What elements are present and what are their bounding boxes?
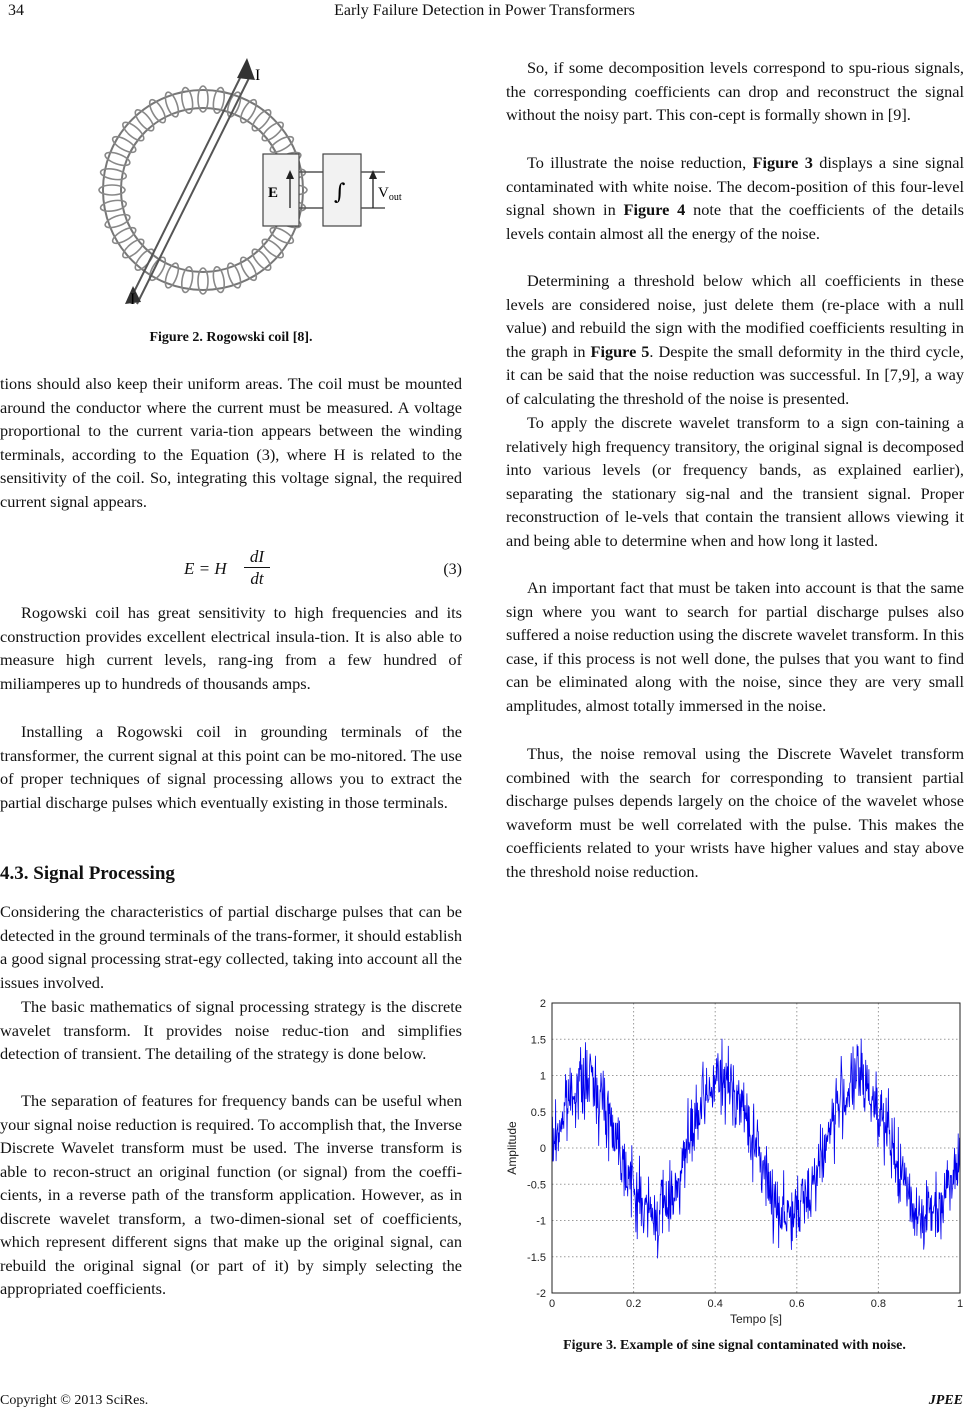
- equation-number: (3): [443, 561, 462, 578]
- left-paragraph-6: The separation of features for frequency bands can be useful when your signal noise reduction is required. To accomplish that, the Inverse Discrete Wavelet transform must be used. The inverse transform is able to recon-struct an original function (or signal) from the coeffi-cients, in a reverse path of the transform application. However, as in discrete wavelet transform, a two-dimen-sional set of coefficients, which represent different signs that make up the original signal, can rebuild the original signal (or part of it) by simply selecting the appropriated coefficients.: [0, 1091, 462, 1298]
- figure-3-reference: Figure 3: [752, 153, 813, 172]
- left-paragraph-5: The basic mathematics of signal processing strategy is the discrete wavelet transform. It provides noise reduc-tion and simplifies detection of transient. The detailing of the strategy is done below.: [0, 997, 462, 1063]
- y-tick-label: 0.5: [530, 1106, 546, 1119]
- y-tick-label: 2: [539, 998, 546, 1010]
- figure-5-reference: Figure 5: [590, 341, 650, 361]
- chart-ticks: [527, 998, 963, 1310]
- left-paragraph-1: tions should also keep their uniform areas. The coil must be mounted around the conductor where the current must be measured. A voltage proportional to the current varia-tion appears between the winding terminals, according to the Equation (3), where H is related to the sensitivity of the coil. So, integrating this voltage signal, the required current signal appears.: [0, 374, 462, 511]
- emf-label: E: [268, 185, 279, 201]
- x-tick-label: 0.8: [870, 1298, 887, 1310]
- coil-winding-loop: [249, 247, 273, 273]
- arrow-up-icon: [237, 58, 255, 80]
- x-tick-label: 0.2: [625, 1298, 642, 1310]
- left-paragraph-2: Rogowski coil has great sensitivity to high frequencies and its construction provides excellent electrical insula-tion. It is also able to measure high current levels, rang-ing from a few hundred of miliamperes up to hundreds of thousands amps.: [0, 603, 462, 693]
- copyright-notice: Copyright © 2013 SciRes.: [0, 1393, 149, 1408]
- coil-winding-loop: [104, 212, 132, 230]
- current-label-top: I: [255, 67, 261, 84]
- coil-winding-loop: [163, 91, 181, 119]
- right-paragraph-3: Determining a threshold below which all coefficients in these levels are considered noise, just delete them (re-place with a null value) and rebuild the sign with the modified coefficients resulting in the graph in Figure 5. Despite the small deformity in the third cycle, it can be said that the noise reduction was successful. In [7,9], a way of calculating the threshold of the noise is presented.: [506, 271, 964, 408]
- section-heading: 4.3. Signal Processing: [0, 863, 175, 884]
- equation-3: E = H $\frac{dI}{dt}$ (3): [184, 547, 462, 588]
- coil-winding-loop: [120, 236, 146, 260]
- integral-symbol: ∫: [334, 180, 346, 205]
- page-header: [0, 0, 969, 28]
- coil-winding-loop: [132, 107, 156, 133]
- chart-series: [552, 1039, 960, 1259]
- journal-name: JPEE: [928, 1393, 963, 1408]
- rogowski-coil-figure: [85, 52, 405, 310]
- coil-winding-loop: [163, 262, 181, 290]
- y-tick-label: 1: [539, 1070, 546, 1083]
- right-paragraph-1: So, if some decomposition levels correspond to spu-rious signals, the corresponding coefficients can drop and reconstruct the signal without the noisy part. This con-cept is formally shown in [9].: [506, 58, 964, 124]
- y-axis-label: Amplitude: [505, 1121, 519, 1175]
- y-tick-label: -0.5: [527, 1179, 546, 1192]
- noisy-sine-chart: [500, 995, 969, 1328]
- y-tick-label: 1.5: [530, 1034, 546, 1047]
- right-paragraph-6: Thus, the noise removal using the Discrete Wavelet transform combined with the search for corresponding to transient partial discharge pulses depends largely on the choice of the wavelet whose waveform must be well correlated with the pulse. This makes the coefficients related to your wrists have higher values and stay above the threshold noise reduction.: [506, 744, 964, 881]
- figure-2-caption: Figure 2. Rogowski coil [8].: [149, 330, 313, 345]
- vout-label: $V_{out}$: [378, 185, 402, 203]
- right-paragraph-2: To illustrate the noise reduction, Figure 3 displays a sine signal contaminated with white noise. The decom-position of this four-level signal shown in Figure 4 note that the coefficients of the details levels contain almost all the energy of the noise.: [506, 153, 964, 243]
- y-tick-label: -1.5: [527, 1251, 546, 1264]
- x-axis-label: Tempo [s]: [729, 1312, 783, 1326]
- left-paragraph-4: Considering the characteristics of partial discharge pulses that can be detected in the ground terminals of the trans-former, it should establish a good signal processing strat-egy collected, taking into account all the issues involved.: [0, 902, 462, 992]
- left-paragraph-3: Installing a Rogowski coil in grounding terminals of the transformer, the current signal at this point can be mo-nitored. The use of proper techniques of signal processing allows you to extract the partial discharge pulses which eventually existing in those terminals.: [0, 722, 462, 812]
- coil-winding-loop: [104, 150, 132, 168]
- x-tick-label: 0.4: [707, 1298, 723, 1310]
- coil-winding-loop: [249, 107, 273, 133]
- noisy-sine-series-line: [552, 1039, 960, 1259]
- page-number: 34: [8, 2, 24, 19]
- figure-3-caption: Figure 3. Example of sine signal contaminated with noise.: [563, 1338, 906, 1353]
- y-tick-label: -2: [536, 1288, 546, 1300]
- x-tick-label: 0.6: [789, 1298, 805, 1310]
- right-paragraph-4: To apply the discrete wavelet transform to a sign con-taining a relatively high frequency transitory, the original signal is decomposed into various levels (or frequency bands, as explained earlier), separating the stationary sig-nal and the transient signal. Proper reconstruction of le-vels that contain the transient allows viewing it and being able to determine when and how long it lasted.: [506, 413, 964, 550]
- x-tick-label: 0: [548, 1298, 556, 1310]
- running-title: Early Failure Detection in Power Transformers: [334, 2, 635, 19]
- coil-winding-loop: [260, 236, 286, 260]
- coil-winding-loop: [225, 262, 243, 290]
- figure-4-reference: Figure 4: [623, 200, 686, 219]
- y-tick-label: 0: [539, 1143, 546, 1155]
- x-tick-label: 1: [956, 1298, 964, 1310]
- equation-numerator: dI: [244, 547, 270, 568]
- coil-winding-loop: [260, 119, 286, 143]
- current-label-bottom: I: [130, 291, 136, 308]
- coil-winding-loop: [120, 119, 146, 143]
- right-paragraph-5: An important fact that must be taken into account is that the same sign where you want to search for partial discharge pulses also suffered a noise reduction using the discrete wavelet transform. In this case, if this process is not well done, the pulses that you want to find can be eliminated along with the noise, since they are very small amplitudes, almost totally immersed in the noise.: [506, 578, 964, 715]
- equation-denominator: dt: [250, 569, 264, 588]
- y-tick-label: -1: [536, 1215, 546, 1228]
